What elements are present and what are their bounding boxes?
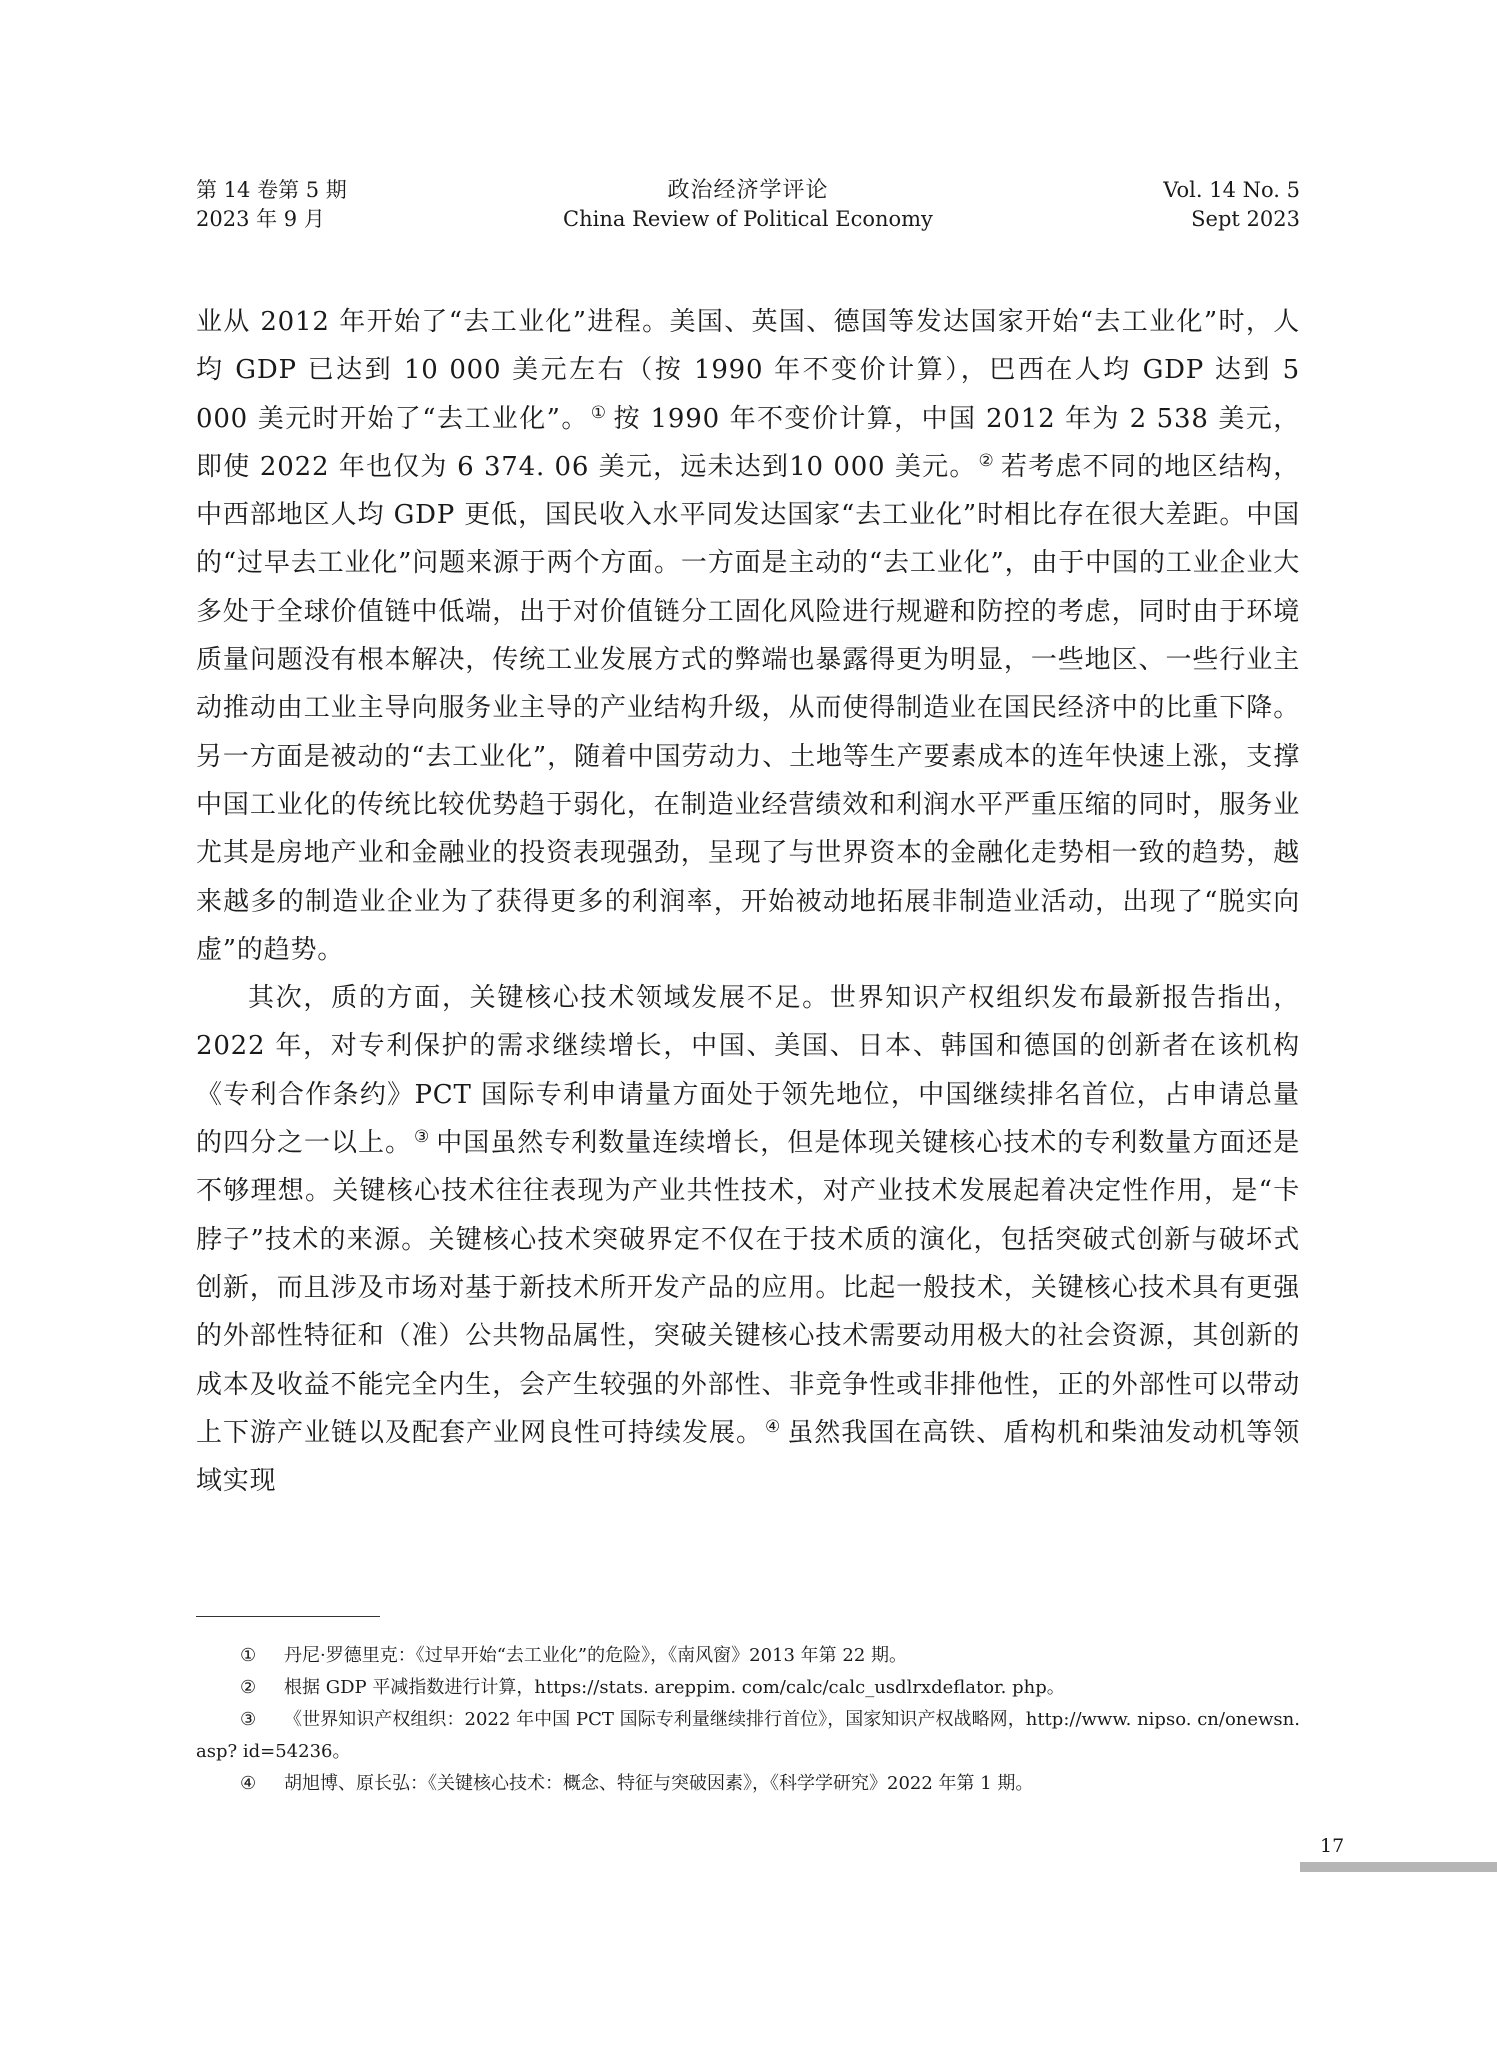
header-date-en: Sept 2023 (1191, 207, 1300, 231)
footnote-number: ③ (240, 1709, 257, 1730)
footnote-text: 胡旭博、原长弘：《关键核心技术：概念、特征与突破因素》，《科学学研究》2022 年第 1 期。 (284, 1773, 1034, 1794)
header-center (196, 176, 1300, 234)
page-number: 17 (1320, 1835, 1345, 1857)
paragraph-2-part-a: 其次，质的方面，关键核心技术领域发展不足。世界知识产权组织发布最新报告指出，2022 年，对专利保护的需求继续增长，中国、美国、日本、韩国和德国的创新者在该机构《专利合作条约》PCT 国际专利申请量方面处于领先地位，中国继续排名首位，占申请总量的四分之一以上。 (196, 983, 1300, 1159)
paragraph-2-part-b: 中国虽然专利数量连续增长，但是体现关键核心技术的专利数量方面还是不够理想。关键核心技术往往表现为产业共性技术，对产业技术发展起着决定性作用，是“卡脖子”技术的来源。关键核心技术突破界定不仅在于技术质的演化，包括突破式创新与破坏式创新，而且涉及市场对基于新技术所开发产品的应用。比起一般技术，关键核心技术具有更强的外部性特征和（准）公共物品属性，突破关键核心技术需要动用极大的社会资源，其创新的成本及收益不能完全内生，会产生较强的外部性、非竞争性或非排他性，正的外部性可以带动上下游产业链以及配套产业网良性可持续发展。 (196, 1128, 1301, 1448)
paragraph-1 (196, 298, 1300, 974)
paragraph-2-part-c: 虽然我国在高铁、盾构机和柴油发动机等领域实现 (196, 1417, 1300, 1497)
footnote-3 (196, 1704, 1300, 1768)
paragraph-1-part-b: 按 1990 年不变价计算，中国 2012 年为 2 538 美元，即使 2022 年也仅为 6 374. 06 美元，远未达到10 000 美元。 (196, 403, 1301, 482)
footnote-4 (196, 1768, 1300, 1800)
footnote-number: ④ (240, 1773, 257, 1794)
footnote-separator (196, 1616, 380, 1617)
footnote-text[interactable]: 《世界知识产权组织：2022 年中国 PCT 国际专利量继续排行首位》，国家知识产权战略网，http://www. nipso. cn/onewsn. asp? id=54236。 (196, 1709, 1300, 1762)
footnote-text[interactable]: 根据 GDP 平减指数进行计算，https://stats. areppim. com/calc/calc_usdlrxdeflator. php。 (284, 1677, 1065, 1698)
footnote-ref-1[interactable]: ① (590, 402, 608, 423)
header-date-cn: 2023 年 9 月 (196, 207, 325, 231)
footnote-ref-4[interactable]: ④ (764, 1416, 782, 1437)
footnotes (196, 1640, 1300, 1800)
footnote-ref-3[interactable]: ③ (414, 1127, 431, 1148)
footnote-1 (196, 1640, 1300, 1672)
header-right (1163, 176, 1300, 234)
footnote-2 (196, 1672, 1300, 1704)
running-header (196, 176, 1300, 242)
footnote-ref-2[interactable]: ② (978, 450, 996, 471)
footnote-number: ② (240, 1677, 257, 1698)
body-text (196, 298, 1300, 1505)
footnote-number: ① (240, 1645, 257, 1666)
footnote-text: 丹尼·罗德里克：《过早开始“去工业化”的危险》，《南风窗》2013 年第 22 期。 (284, 1645, 908, 1666)
paragraph-2 (196, 974, 1300, 1505)
paragraph-1-part-a: 业从 2012 年开始了“去工业化”进程。美国、英国、德国等发达国家开始“去工业化”时，人均 GDP 已达到 10 000 美元左右（按 1990 年不变价计算），巴西在人均 GDP 达到 5 000 美元时开始了“去工业化”。 (196, 307, 1300, 434)
journal-title-cn: 政治经济学评论 (667, 178, 829, 203)
journal-title-en: China Review of Political Economy (563, 207, 933, 231)
header-volume-en: Vol. 14 No. 5 (1163, 178, 1300, 202)
paragraph-1-part-c: 若考虑不同的地区结构，中西部地区人均 GDP 更低，国民收入水平同发达国家“去工业化”时相比存在很大差距。中国的“过早去工业化”问题来源于两个方面。一方面是主动的“去工业化”，由于中国的工业企业大多处于全球价值链中低端，出于对价值链分工固化风险进行规避和防控的考虑，同时由于环境质量问题没有根本解决，传统工业发展方式的弊端也暴露得更为明显，一些地区、一些行业主动推动由工业主导向服务业主导的产业结构升级，从而使得制造业在国民经济中的比重下降。另一方面是被动的“去工业化”，随着中国劳动力、土地等生产要素成本的连年快速上涨，支撑中国工业化的传统比较优势趋于弱化，在制造业经营绩效和利润水平严重压缩的同时，服务业尤其是房地产业和金融业的投资表现强劲，呈现了与世界资本的金融化走势相一致的趋势，越来越多的制造业企业为了获得更多的利润率，开始被动地拓展非制造业活动，出现了“脱实向虚”的趋势。 (196, 451, 1300, 965)
page-number-bar (1300, 1862, 1497, 1872)
header-volume-cn: 第 14 卷第 5 期 (196, 178, 347, 202)
